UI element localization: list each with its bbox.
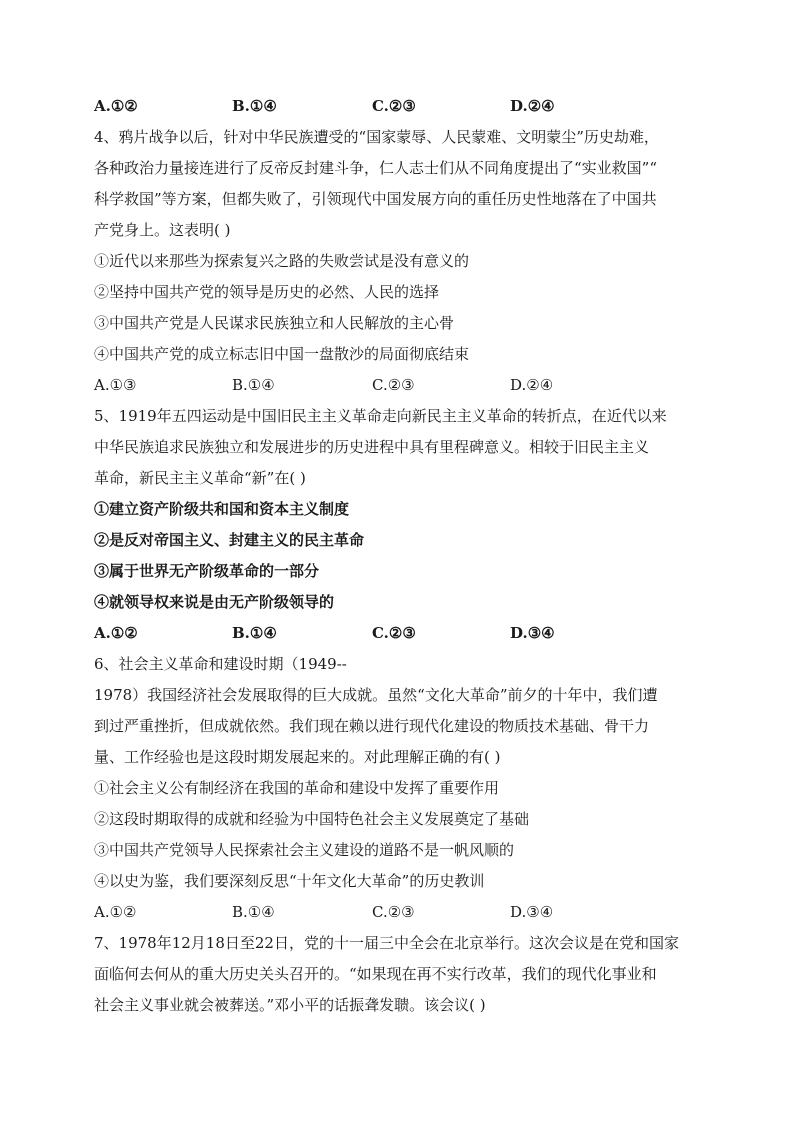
option-c[interactable]: C.②③	[372, 376, 415, 394]
option-c[interactable]: C.②③	[372, 903, 415, 921]
q7-stem-line: 社会主义事业就会被葬送。”邓小平的话振聋发聩。该会议( )	[94, 996, 486, 1014]
option-a[interactable]: A.①②	[94, 624, 138, 642]
q6-statement: ②这段时期取得的成就和经验为中国特色社会主义发展奠定了基础	[94, 810, 530, 828]
q4-stem-line: 产党身上。这表明( )	[94, 221, 231, 239]
option-c[interactable]: C.②③	[372, 624, 416, 642]
option-a[interactable]: A.①②	[94, 903, 137, 921]
option-b[interactable]: B.①④	[232, 97, 277, 115]
q4-stem-line: 各种政治力量接连进行了反帝反封建斗争，仁人志士们从不同角度提出了“实业救国”“	[94, 159, 658, 177]
q6-statement: ③中国共产党领导人民探索社会主义建设的道路不是一帆风顺的	[94, 841, 515, 859]
option-d[interactable]: D.③④	[510, 903, 554, 921]
q6-stem-line: 1978）我国经济社会发展取得的巨大成就。虽然“文化大革命”前夕的十年中，我们遭	[94, 686, 658, 704]
q5-statement: ①建立资产阶级共和国和资本主义制度	[94, 500, 350, 518]
q6-stem-line: 量、工作经验也是这段时期发展起来的。对此理解正确的有( )	[94, 748, 501, 766]
option-d[interactable]: D.②④	[510, 376, 554, 394]
q5-stem-line: 5、1919年五四运动是中国旧民主主义革命走向新民主主义革命的转折点，在近代以来	[94, 407, 667, 425]
q5-statement: ④就领导权来说是由无产阶级领导的	[94, 593, 335, 611]
option-b[interactable]: B.①④	[232, 903, 275, 921]
q5-statement: ②是反对帝国主义、封建主义的民主革命	[94, 531, 365, 549]
q6-stem-line: 6、社会主义革命和建设时期（1949--	[94, 655, 347, 673]
q4-stem-line: 4、鸦片战争以后，针对中华民族遭受的“国家蒙辱、人民蒙难、文明蒙尘”历史劫难，	[94, 128, 659, 146]
q4-stem-line: 科学救国”等方案，但都失败了，引领现代中国发展方向的重任历史性地落在了中国共	[94, 190, 657, 208]
q7-stem-line: 7、1978年12月18日至22日，党的十一届三中全会在北京举行。这次会议是在党和国家	[94, 934, 679, 952]
q4-statement: ③中国共产党是人民谋求民族独立和人民解放的主心骨	[94, 314, 455, 332]
option-a[interactable]: A.①③	[94, 376, 137, 394]
q5-stem-line: 中华民族追求民族独立和发展进步的历史进程中具有里程碑意义。相较于旧民主主义	[94, 438, 650, 456]
q4-statement: ④中国共产党的成立标志旧中国一盘散沙的局面彻底结束	[94, 345, 470, 363]
option-b[interactable]: B.①④	[232, 376, 275, 394]
q6-options	[94, 902, 704, 922]
option-d[interactable]: D.③④	[510, 624, 555, 642]
option-a[interactable]: A.①②	[94, 97, 138, 115]
option-c[interactable]: C.②③	[372, 97, 416, 115]
q5-statement: ③属于世界无产阶级革命的一部分	[94, 562, 320, 580]
q5-options	[94, 623, 704, 643]
prev-question-options	[94, 96, 704, 116]
option-d[interactable]: D.②④	[510, 97, 555, 115]
q7-stem-line: 面临何去何从的重大历史关头召开的。“如果现在再不实行改革，我们的现代化事业和	[94, 965, 657, 983]
q5-stem-line: 革命，新民主主义革命“新”在( )	[94, 469, 306, 487]
q4-options	[94, 375, 704, 395]
q4-statement: ①近代以来那些为探索复兴之路的失败尝试是没有意义的	[94, 252, 470, 270]
q6-statement: ①社会主义公有制经济在我国的革命和建设中发挥了重要作用	[94, 779, 500, 797]
q4-statement: ②坚持中国共产党的领导是历史的必然、人民的选择	[94, 283, 440, 301]
q6-stem-line: 到过严重挫折，但成就依然。我们现在赖以进行现代化建设的物质技术基础、骨干力	[94, 717, 650, 735]
option-b[interactable]: B.①④	[232, 624, 277, 642]
q6-statement: ④以史为鉴，我们要深刻反思“十年文化大革命”的历史教训	[94, 872, 485, 890]
